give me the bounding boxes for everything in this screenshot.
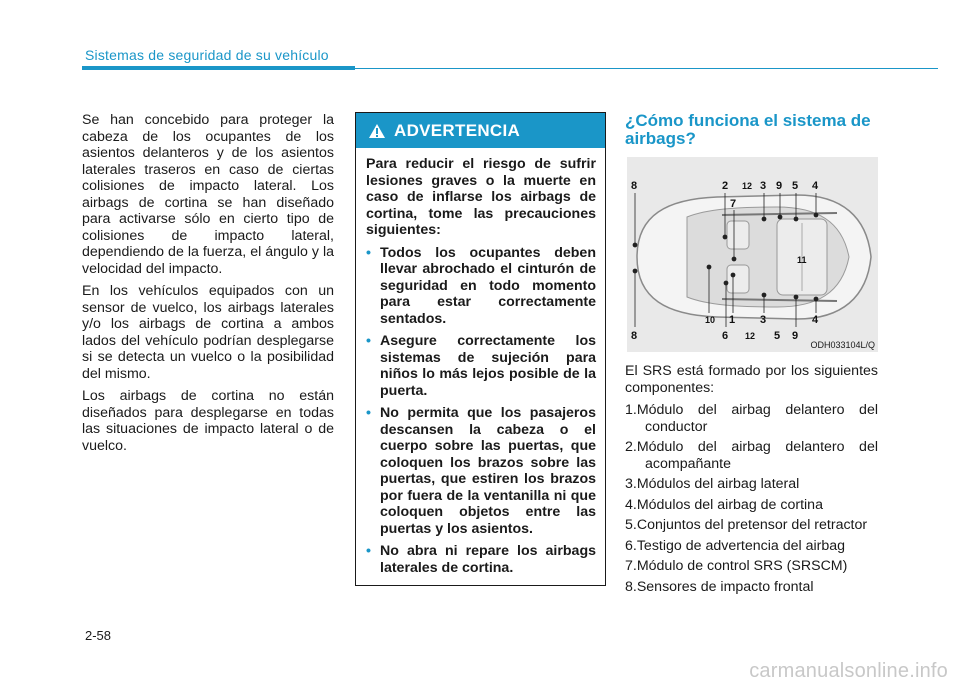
- bullet-icon: •: [366, 333, 371, 349]
- list-item: 8.Sensores de impacto frontal: [625, 578, 814, 595]
- warning-box: [355, 112, 606, 586]
- diagram-label: 5: [792, 180, 799, 192]
- diagram-label: 9: [776, 180, 783, 192]
- diagram-label: 12: [745, 331, 756, 341]
- page-number: 2-58: [85, 628, 112, 643]
- diagram-label: 8: [631, 180, 638, 192]
- components-intro: El SRS está formado por los siguientes componentes:: [625, 363, 878, 396]
- running-header: Sistemas de seguridad de su vehículo: [85, 47, 329, 63]
- diagram-label: 6: [722, 330, 729, 342]
- diagram-label: 8: [631, 330, 638, 342]
- list-item: 1.Módulo del airbag delantero del conductor: [625, 402, 878, 435]
- diagram-label: 5: [774, 330, 781, 342]
- diagram-label: 9: [792, 330, 799, 342]
- components-column: [625, 363, 878, 599]
- warning-list: [366, 245, 596, 577]
- components-list: [625, 402, 878, 595]
- watermark: carmanualsonline.info: [749, 660, 948, 682]
- diagram-label: 3: [760, 314, 767, 326]
- warning-intro: Para reducir el riesgo de sufrir lesiones graves o la muerte en caso de inflarse los airbags de cortina, tome las precauciones siguientes:: [366, 156, 596, 238]
- list-item: 7.Módulo de control SRS (SRSCM): [625, 558, 848, 574]
- list-item: 5.Conjuntos del pretensor del retractor: [625, 517, 868, 533]
- section-title: ¿Cómo funciona el sistema de airbags?: [625, 111, 871, 148]
- diagram-label: 3: [760, 180, 767, 192]
- warning-item: • Todos los ocupantes deben llevar abrochado el cinturón de seguridad en todo momento para estar correctamente sentados.: [366, 244, 596, 327]
- list-item: 2.Módulo del airbag delantero del acompañante: [625, 439, 878, 472]
- airbag-diagram: [627, 157, 878, 352]
- paragraph: Se han concebido para proteger la cabeza de los ocupantes de los asientos delanteros y de los asientos laterales traseros en caso de ciertas colisiones de impacto lateral. Los airbags de cortina se han diseñado para activarse sólo en cierto tipo de colisiones de impacto lateral, dependiendo de la fuerza, el ángulo y la velocidad del impacto.: [82, 112, 334, 277]
- list-item: 6.Testigo de advertencia del airbag: [625, 537, 846, 554]
- header-rule: [355, 68, 938, 69]
- list-item: 3.Módulos del airbag lateral: [625, 476, 800, 492]
- warning-item: • No abra ni repare los airbags laterales de cortina.: [366, 543, 596, 576]
- list-item: 4.Módulos del airbag de cortina: [625, 496, 823, 513]
- bullet-icon: •: [366, 244, 371, 261]
- diagram-label: 12: [742, 181, 753, 191]
- figure-code: ODH033104L/Q: [810, 340, 875, 350]
- warning-heading: ADVERTENCIA: [394, 120, 521, 140]
- bullet-icon: •: [366, 405, 371, 421]
- warning-triangle-icon: [368, 123, 386, 139]
- paragraph: Los airbags de cortina no están diseñados para desplegarse en todas las situaciones de impacto lateral o de vuelco.: [82, 388, 334, 454]
- bullet-icon: •: [366, 543, 371, 559]
- diagram-label: 1: [729, 314, 736, 326]
- diagram-label: 7: [730, 198, 737, 210]
- diagram-label: 4: [812, 180, 819, 192]
- warning-header: [356, 113, 605, 148]
- diagram-label: 11: [797, 255, 807, 265]
- warning-item: • Asegure correctamente los sistemas de sujeción para niños lo más lejos posible de la puerta.: [366, 333, 596, 399]
- paragraph: En los vehículos equipados con un sensor de vuelco, los airbags laterales y/o los airbags de cortina a ambos lados del vehículo podrían desplegarse si se detecta un vuelco o la posibilidad del mismo.: [82, 283, 334, 382]
- car-topview-illustration: [627, 157, 878, 352]
- diagram-label: 2: [722, 180, 729, 192]
- diagram-label: 4: [812, 314, 819, 326]
- warning-body: [356, 148, 605, 576]
- intro-column: [82, 112, 334, 460]
- header-bar: [82, 66, 355, 70]
- warning-item: • No permita que los pasajeros descansen la cabeza o el cuerpo sobre las puertas, que coloquen los brazos sobre las puertas, que estiren los brazos por fuera de la ventanilla ni que coloquen objetos entre las puertas y los asientos.: [366, 405, 596, 537]
- diagram-label: 10: [705, 315, 716, 325]
